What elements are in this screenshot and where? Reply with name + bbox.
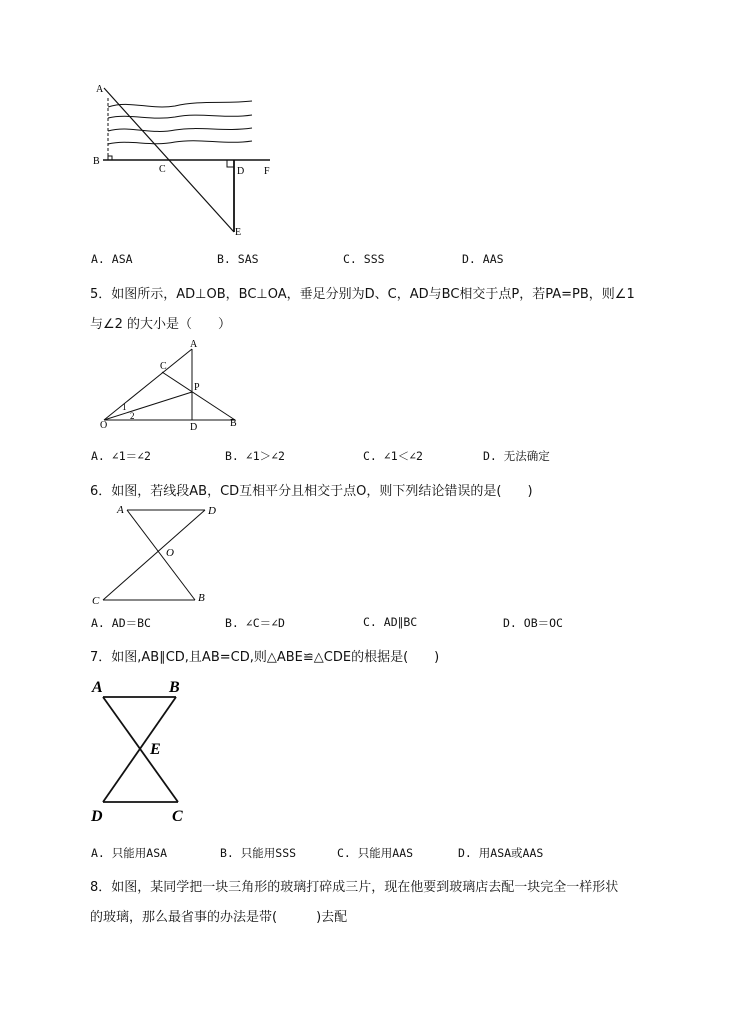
- q4-option-d: D. AAS: [462, 252, 504, 266]
- fig4-label-C: C: [159, 164, 166, 175]
- fig4-label-E: E: [235, 227, 242, 238]
- q8-stem-line1: 8．如图，某同学把一块三角形的玻璃打碎成三片，现在他要到玻璃店去配一块完全一样形状: [90, 880, 619, 895]
- q5-option-d: D. 无法确定: [483, 449, 550, 463]
- q5-stem-line2: 与∠2 的大小是（ ）: [90, 317, 232, 332]
- q7-option-b: B. 只能用SSS: [220, 846, 297, 860]
- q7-label-B: B: [169, 679, 180, 696]
- q5-option-b: B. ∠1＞∠2: [225, 449, 285, 463]
- q6-label-B: B: [198, 592, 205, 604]
- fig4-label-D: D: [237, 166, 245, 177]
- q5-angle-2: 2: [130, 411, 135, 421]
- q6-label-D: D: [208, 505, 216, 517]
- fig4-label-F: F: [264, 166, 270, 177]
- q5-label-A: A: [190, 339, 198, 350]
- q6-label-C: C: [92, 595, 100, 607]
- q5-label-C: C: [160, 361, 167, 372]
- q7-stem-line1: 7．如图,AB∥CD,且AB=CD,则△ABE≌△CDE的根据是( ): [90, 650, 440, 665]
- q6-option-b: B. ∠C＝∠D: [225, 616, 285, 630]
- fig4-label-A: A: [96, 84, 104, 95]
- q7-label-A: A: [92, 679, 103, 696]
- q7-option-a: A. 只能用ASA: [91, 846, 168, 860]
- q5-stem-line1: 5．如图所示，AD⊥OB，BC⊥OA，垂足分别为D、C，AD与BC相交于点P，若PA=PB，则∠1: [90, 287, 635, 302]
- q7-label-E: E: [150, 741, 161, 758]
- q5-angle-1: 1: [122, 402, 127, 412]
- q5-option-c: C. ∠1＜∠2: [363, 449, 423, 463]
- q6-stem-line1: 6．如图，若线段AB，CD互相平分且相交于点O，则下列结论错误的是( ): [90, 484, 533, 499]
- q6-option-c: C. AD∥BC: [363, 615, 418, 629]
- q5-option-a: A. ∠1＝∠2: [91, 449, 151, 463]
- q4-option-c: C. SSS: [343, 252, 385, 266]
- q7-label-C: C: [172, 808, 183, 825]
- q6-option-d: D. OB＝OC: [503, 616, 563, 630]
- q8-stem-line2: 的玻璃，那么最省事的办法是带( )去配: [90, 910, 348, 925]
- q5-label-B: B: [230, 418, 237, 429]
- q7-option-c: C. 只能用AAS: [337, 846, 414, 860]
- q7-label-D: D: [91, 808, 103, 825]
- q6-option-a: A. AD＝BC: [91, 616, 151, 630]
- q5-label-D: D: [190, 422, 198, 433]
- q5-label-O: O: [100, 420, 108, 431]
- q7-option-d: D. 用ASA或AAS: [458, 846, 544, 860]
- q5-label-P: P: [194, 382, 200, 393]
- q6-label-O: O: [166, 547, 174, 559]
- q4-option-a: A. ASA: [91, 252, 133, 266]
- fig4-label-B: B: [93, 156, 100, 167]
- q4-option-b: B. SAS: [217, 252, 259, 266]
- q6-label-A: A: [117, 504, 124, 516]
